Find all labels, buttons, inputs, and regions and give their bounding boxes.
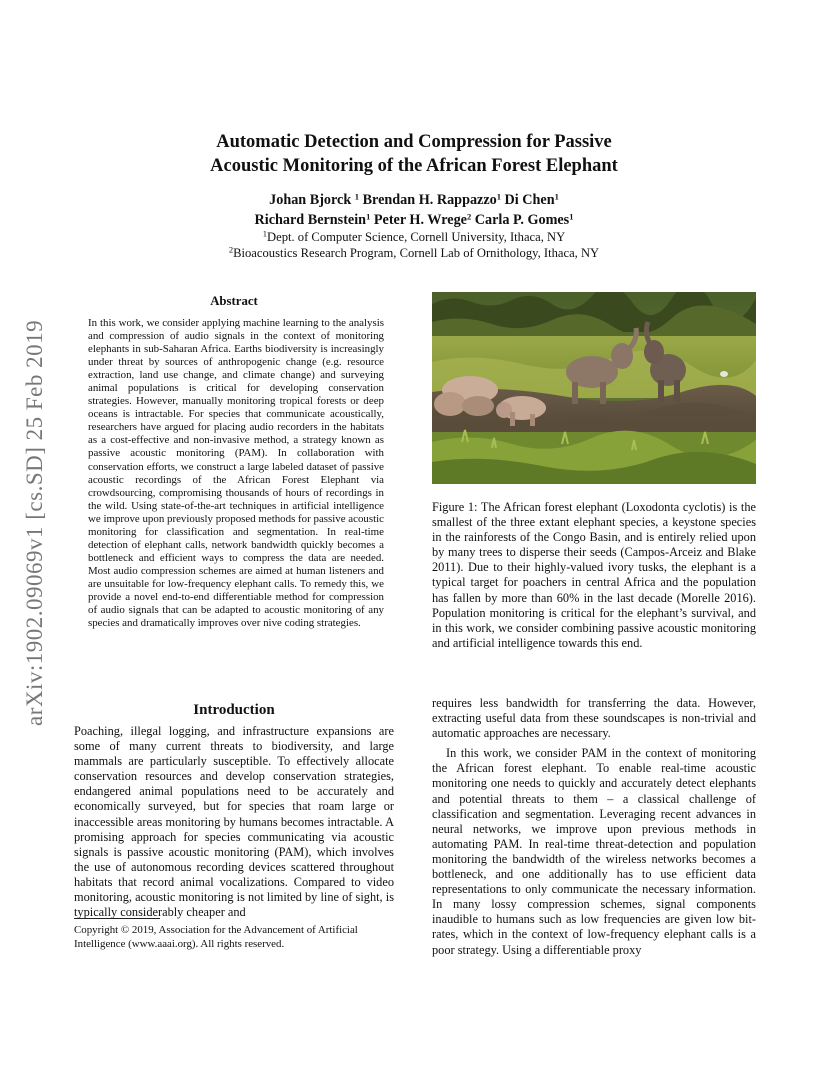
copyright-notice: Copyright © 2019, Association for the Advancement of Artificial Intelligence (www.aaai.org). All rights reserved. bbox=[74, 924, 358, 950]
affiliation-2: Bioacoustics Research Program, Cornell Lab of Ornithology, Ithaca, NY bbox=[233, 246, 600, 260]
affiliation-mark: 1 bbox=[569, 211, 574, 222]
paper-title bbox=[120, 130, 708, 178]
author-list bbox=[120, 190, 708, 230]
figure-elephant-photo bbox=[432, 292, 756, 484]
author-name: Johan Bjorck bbox=[269, 192, 352, 208]
introduction-heading: Introduction bbox=[193, 702, 275, 718]
affiliation-mark: 2 bbox=[466, 211, 472, 222]
affiliation-mark: 1 bbox=[554, 191, 559, 202]
right-column-text bbox=[432, 696, 756, 958]
affiliation-mark: 1 bbox=[354, 191, 360, 202]
author-name: Brendan H. Rappazzo bbox=[362, 192, 497, 208]
author-name: Peter H. Wrege bbox=[373, 212, 467, 228]
footnote-rule bbox=[74, 918, 160, 919]
body-paragraph: In this work, we consider PAM in the context of monitoring the African forest elephant. To enable real-time acoustic monitoring one needs to quickly and accurately detect elephants and potential threats to them – a classical challenge of classification and segmentation. Leveraging recent advances in neural networks, we improve upon previous methods in automating PAM. In real-time threat-detection and population monitoring the bandwidth of the wireless networks becomes a bottleneck, and one additionally has to use efficient data representations to only communicate the necessary information. In many lossy compression schemes, signal components inaudible to humans such as low frequencies are given low bit-rates, which in the context of low-frequency elephant calls is a poor strategy. Using a differentiable proxy bbox=[432, 746, 756, 957]
author-name: Di Chen bbox=[504, 192, 555, 208]
affiliation-mark: 1 bbox=[496, 191, 501, 202]
affiliation-mark: 2 bbox=[228, 244, 234, 255]
title-line-2: Acoustic Monitoring of the African Forest Elephant bbox=[210, 156, 618, 176]
abstract-heading: Abstract bbox=[210, 294, 258, 308]
author-name: Carla P. Gomes bbox=[474, 212, 570, 228]
affiliation-1: Dept. of Computer Science, Cornell University, Ithaca, NY bbox=[267, 230, 566, 244]
affiliation-mark: 1 bbox=[366, 211, 371, 222]
title-line-1: Automatic Detection and Compression for Passive bbox=[216, 132, 612, 152]
affiliation-list bbox=[120, 229, 708, 261]
abstract-text: In this work, we consider applying machine learning to the analysis and compression of audio signals in the context of monitoring elephants in sub-Saharan Africa. Earths biodiversity is increasingly under threat by sources of anthropogenic change (e.g. resource extraction, land use change, and climate change) and surveying animal populations is critical for developing conservation strategies. However, manually monitoring tropical forests or deep oceans is intractable. For species that communicate acoustically, researchers have argued for placing audio recorders in the habitats as a cost-effective and non-invasive method, a strategy known as passive acoustic monitoring (PAM). In collaboration with conservation efforts, we construct a large labeled dataset of passive acoustic recordings of the African Forest Elephant via crowdsourcing, compromising thousands of hours of recordings in the wild. Using state-of-the-art techniques in artificial intelligence we improve upon previously proposed methods for passive acoustic monitoring for classification and segmentation. In real-time detection of elephant calls, network bandwidth quickly becomes a bottleneck and efficient ways to compress the data are needed. Most audio compression schemes are aimed at human listeners and are unsuitable for low-frequency elephant calls. To remedy this, we provide a novel end-to-end differentiable method for compression of audio signals that can be adapted to acoustic monitoring of any species and dramatically improves over nive coding strategies. bbox=[88, 317, 384, 630]
author-name: Richard Bernstein bbox=[254, 212, 367, 228]
figure-caption: Figure 1: The African forest elephant (Loxodonta cyclotis) is the smallest of the three extant elephant species, a keystone species in the rainforests of the Congo Basin, and is entirely relied upon by many trees to disperse their seeds (Campos-Arceiz and Blake 2011). Due to their highly-valued ivory tusks, the elephant is a typical target for poachers in central Africa and the population has fallen by more than 60% in the last decade (Morelle 2016). Population monitoring is critical for the elephant’s survival, and in this work, we consider combining passive acoustic monitoring and artificial intelligence towards this end. bbox=[432, 500, 756, 650]
arxiv-identifier: arXiv:1902.09069v1 [cs.SD] 25 Feb 2019 bbox=[22, 319, 47, 727]
affiliation-mark: 1 bbox=[262, 228, 268, 239]
body-paragraph: requires less bandwidth for transferring the data. However, extracting useful data from these soundscapes is non-trivial and automatic approaches are necessary. bbox=[432, 696, 756, 741]
introduction-text: Poaching, illegal logging, and infrastructure expansions are some of many current threats to biodiversity, and large mammals are particularly susceptible. To effectively allocate conservation resources and develop conservation strategies, endangered animal populations need to be accurately and economically surveyed, but for species that roam large or inaccessible areas monitoring by humans becomes intractable. A promising approach for species communicating via acoustic signals is passive acoustic monitoring (PAM), which involves the use of autonomous recording devices scattered throughout habitats that record animal vocalizations. Compared to video monitoring, acoustic monitoring is not limited by line of sight, is typically considerably cheaper and bbox=[74, 724, 394, 920]
